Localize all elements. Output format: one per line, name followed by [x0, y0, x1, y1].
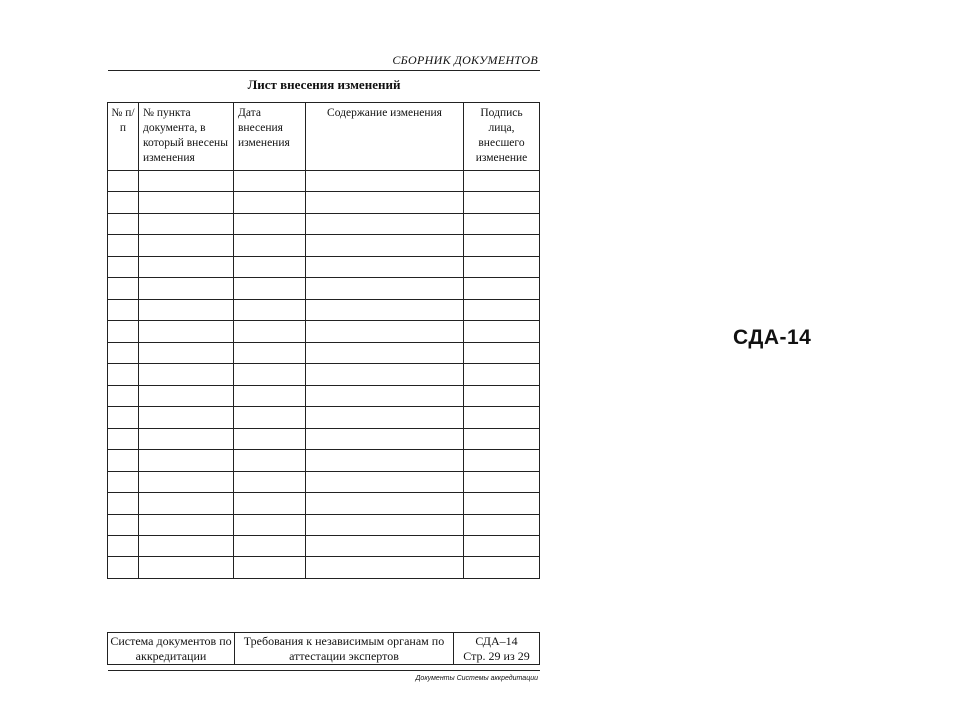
- table-cell: [464, 192, 540, 213]
- changes-table: [107, 102, 540, 579]
- table-cell: [234, 278, 306, 299]
- table-row: [108, 342, 540, 363]
- table-cell: [306, 213, 464, 234]
- collection-title: СБОРНИК ДОКУМЕНТОВ: [392, 53, 538, 67]
- table-cell: [464, 428, 540, 449]
- table-cell: [139, 171, 234, 192]
- table-cell: [464, 299, 540, 320]
- table-row: [108, 428, 540, 449]
- col-header-signature: Подпись лица, внесшего изменение: [464, 103, 540, 171]
- table-row: [108, 535, 540, 556]
- footer-rule: [108, 670, 540, 671]
- table-cell: [108, 450, 139, 471]
- table-cell: [108, 493, 139, 514]
- footer-page: Стр. 29 из 29: [463, 648, 530, 663]
- table-cell: [139, 213, 234, 234]
- table-cell: [139, 235, 234, 256]
- table-cell: [306, 428, 464, 449]
- table-row: [108, 407, 540, 428]
- table-cell: [108, 171, 139, 192]
- table-cell: [464, 535, 540, 556]
- table-cell: [139, 407, 234, 428]
- table-cell: [139, 471, 234, 492]
- col-header-number: № п/п: [108, 103, 139, 171]
- table-row: [108, 364, 540, 385]
- table-cell: [234, 213, 306, 234]
- table-cell: [108, 278, 139, 299]
- table-cell: [139, 514, 234, 535]
- table-cell: [108, 342, 139, 363]
- table-cell: [306, 321, 464, 342]
- table-cell: [234, 450, 306, 471]
- table-row: [108, 299, 540, 320]
- table-cell: [108, 385, 139, 406]
- table-cell: [464, 493, 540, 514]
- table-row: [108, 192, 540, 213]
- table-cell: [306, 514, 464, 535]
- table-cell: [234, 342, 306, 363]
- table-row: [108, 213, 540, 234]
- table-cell: [464, 321, 540, 342]
- table-cell: [234, 535, 306, 556]
- table-row: [108, 450, 540, 471]
- table-cell: [108, 407, 139, 428]
- table-row: [108, 278, 540, 299]
- table-cell: [108, 535, 139, 556]
- table-row: [108, 321, 540, 342]
- table-cell: [139, 493, 234, 514]
- table-row: [108, 557, 540, 579]
- table-cell: [234, 514, 306, 535]
- table-cell: [306, 192, 464, 213]
- table-cell: [306, 342, 464, 363]
- page-header: [108, 52, 540, 71]
- table-cell: [234, 407, 306, 428]
- table-cell: [139, 299, 234, 320]
- table-cell: [108, 364, 139, 385]
- table-cell: [108, 428, 139, 449]
- table-row: [108, 514, 540, 535]
- table-row: [108, 256, 540, 277]
- changes-table-body: [108, 171, 540, 579]
- table-cell: [464, 364, 540, 385]
- table-cell: [464, 256, 540, 277]
- table-cell: [234, 321, 306, 342]
- side-document-code: СДА-14: [733, 326, 812, 349]
- table-cell: [234, 192, 306, 213]
- footer-requirements: Требования к независимым органам по аттестации экспертов: [235, 633, 454, 665]
- table-cell: [139, 364, 234, 385]
- col-header-content: Содержание изменения: [306, 103, 464, 171]
- table-cell: [464, 278, 540, 299]
- col-header-clause: № пункта документа, в который внесены изменения: [139, 103, 234, 171]
- col-header-date: Дата внесения изменения: [234, 103, 306, 171]
- table-cell: [108, 471, 139, 492]
- table-cell: [108, 192, 139, 213]
- table-row: [108, 235, 540, 256]
- table-cell: [306, 171, 464, 192]
- table-cell: [464, 171, 540, 192]
- table-cell: [306, 407, 464, 428]
- table-cell: [139, 192, 234, 213]
- table-cell: [139, 342, 234, 363]
- table-cell: [234, 493, 306, 514]
- table-row: [108, 385, 540, 406]
- table-cell: [306, 471, 464, 492]
- table-cell: [464, 557, 540, 579]
- table-cell: [306, 256, 464, 277]
- table-row: [108, 471, 540, 492]
- table-cell: [139, 256, 234, 277]
- table-cell: [139, 428, 234, 449]
- table-cell: [108, 557, 139, 579]
- table-cell: [139, 535, 234, 556]
- table-cell: [306, 493, 464, 514]
- footer-box: [107, 632, 540, 665]
- table-cell: [464, 407, 540, 428]
- sheet-title: Лист внесения изменений: [247, 77, 401, 92]
- table-cell: [234, 557, 306, 579]
- table-cell: [464, 385, 540, 406]
- table-cell: [108, 213, 139, 234]
- footer-code-page: [454, 633, 540, 665]
- table-cell: [234, 299, 306, 320]
- table-cell: [464, 213, 540, 234]
- table-cell: [306, 535, 464, 556]
- table-header-row: [108, 103, 540, 171]
- table-cell: [108, 321, 139, 342]
- table-cell: [108, 235, 139, 256]
- table-cell: [464, 514, 540, 535]
- table-cell: [139, 385, 234, 406]
- table-cell: [464, 342, 540, 363]
- table-cell: [306, 364, 464, 385]
- table-cell: [234, 385, 306, 406]
- table-cell: [108, 299, 139, 320]
- table-cell: [139, 321, 234, 342]
- table-cell: [306, 299, 464, 320]
- footer-system: Система документов по аккредитации: [108, 633, 235, 665]
- table-cell: [108, 514, 139, 535]
- table-cell: [234, 471, 306, 492]
- footer-note: Документы Системы аккредитации: [415, 675, 538, 682]
- table-cell: [464, 450, 540, 471]
- table-row: [108, 493, 540, 514]
- table-cell: [306, 278, 464, 299]
- table-cell: [234, 171, 306, 192]
- table-cell: [139, 450, 234, 471]
- table-cell: [306, 385, 464, 406]
- table-cell: [306, 450, 464, 471]
- table-cell: [464, 471, 540, 492]
- table-cell: [139, 557, 234, 579]
- table-cell: [139, 278, 234, 299]
- table-row: [108, 171, 540, 192]
- table-cell: [464, 235, 540, 256]
- table-cell: [234, 428, 306, 449]
- footer-code: СДА–14: [475, 633, 518, 648]
- table-cell: [306, 557, 464, 579]
- table-cell: [234, 364, 306, 385]
- table-cell: [108, 256, 139, 277]
- table-cell: [306, 235, 464, 256]
- table-cell: [234, 235, 306, 256]
- table-cell: [234, 256, 306, 277]
